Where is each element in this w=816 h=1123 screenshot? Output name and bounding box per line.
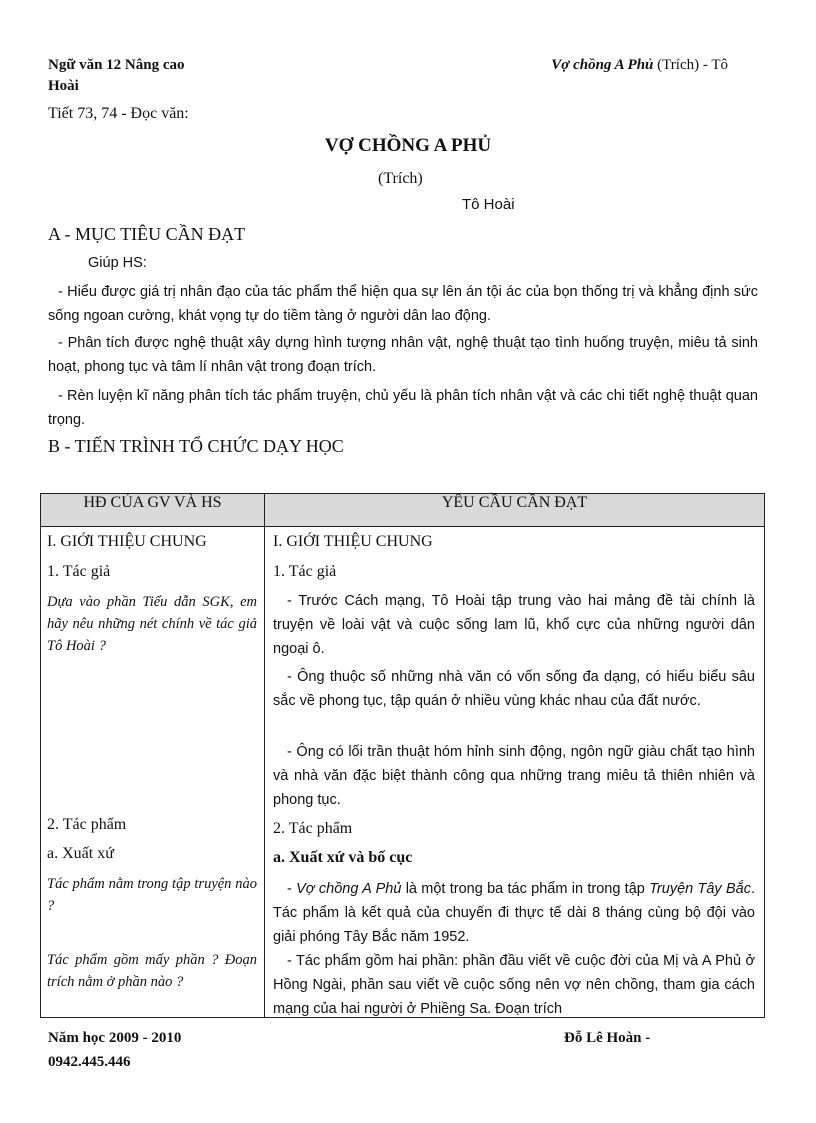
work-structure-point: - Tác phẩm gồm hai phần: phần đầu viết về cuộc đời của Mị và A Phủ ở Hồng Ngài, phần sau viết về cuộc sống nên vợ nên chồng, tham gia cách mạng của hai người ở Phiềng Sa. Đoạn trích (273, 953, 755, 1017)
column-header-requirements: YÊU CẦU CẦN ĐẠT (265, 494, 765, 527)
objective-2: - Phân tích được nghệ thuật xây dựng hình tượng nhân vật, nghệ thuật tạo tình huống truyện, miêu tả sinh hoạt, phong tục và tâm lí nhân vật trong đoạn trích. (48, 335, 758, 375)
lesson-subtitle: (Trích) (378, 170, 423, 187)
collection-title: Truyện Tây Bắc (649, 881, 751, 897)
column-header-activities: HĐ CỦA GV VÀ HS (41, 494, 265, 527)
right-author-heading: 1. Tác giả (273, 563, 337, 580)
objective-1: - Hiểu được giá trị nhân đạo của tác phẩm thể hiện qua sự lên án tội ác của bọn thống trị và khẳng định sức sống ngoan cường, khát vọng tự do tiềm tàng ở người dân lao động. (48, 284, 758, 324)
work-origin-mid: là một trong ba tác phẩm in trong tập (401, 881, 650, 897)
lesson-title: VỢ CHỒNG A PHỦ (324, 135, 492, 156)
work-origin-dash: - (287, 881, 297, 897)
author-point-2: - Ông thuộc số những nhà văn có vốn sống đa dạng, có hiểu biểu sâu sắc về phong tục, tập quán ở nhiều vùng khác nhau của đất nước. (273, 669, 755, 709)
header-subject: Ngữ văn 12 Nâng cao (48, 57, 185, 73)
left-work-heading: 2. Tác phẩm (47, 816, 127, 833)
section-b-heading: B - TIẾN TRÌNH TỔ CHỨC DẠY HỌC (48, 436, 344, 456)
footer-author: Đỗ Lê Hoàn - (564, 1030, 651, 1046)
work-origin-end: . Tác phẩm là kết quả của chuyến đi thực tế dài 8 tháng cùng bộ đội vào giải phóng Tây Bắc năm 1952. (273, 881, 755, 945)
requirements-cell (265, 527, 765, 1018)
header-work-rest: (Trích) - Tô (653, 57, 728, 73)
section-a-intro: Giúp HS: (88, 255, 147, 271)
work-title: Vợ chồng A Phủ (296, 881, 402, 897)
lesson-table (40, 493, 765, 1018)
work-origin-point (273, 877, 755, 949)
left-intro-heading: I. GIỚI THIỆU CHUNG (47, 533, 207, 550)
author-point-1: - Trước Cách mạng, Tô Hoài tập trung vào hai mảng đề tài chính là truyện về loài vật và cuộc sống lam lũ, khổ cực của những người dân ngoại ô. (273, 593, 755, 657)
objective-3: - Rèn luyện kĩ năng phân tích tác phẩm truyện, chủ yếu là phân tích nhân vật và các chi tiết nghệ thuật quan trọng. (48, 388, 758, 428)
right-work-heading: 2. Tác phẩm (273, 820, 353, 837)
table-header-row (41, 494, 765, 527)
table-body-row (41, 527, 765, 1018)
header-work (551, 57, 728, 74)
left-author-heading: 1. Tác giả (47, 563, 111, 580)
right-origin-heading: a. Xuất xứ và bố cục (273, 849, 413, 866)
question-author: Dựa vào phần Tiểu dẫn SGK, em hãy nêu những nét chính về tác giả Tô Hoài ? (47, 594, 257, 654)
section-a-heading: A - MỤC TIÊU CẦN ĐẠT (48, 224, 246, 244)
footer-phone: 0942.445.446 (48, 1054, 131, 1070)
right-intro-heading: I. GIỚI THIỆU CHUNG (273, 533, 433, 550)
lesson-period: Tiết 73, 74 - Đọc văn: (48, 105, 189, 122)
footer-school-year: Năm học 2009 - 2010 (48, 1030, 182, 1046)
left-origin-heading: a. Xuất xứ (47, 845, 114, 862)
author-point-3: - Ông có lối trần thuật hóm hỉnh sinh động, ngôn ngữ giàu chất tạo hình và nhà văn đặc biệt thành công qua những trang miêu tả thiên nhiên và phong tục. (273, 744, 755, 808)
question-structure: Tác phẩm gồm mấy phần ? Đoạn trích nằm ở phần nào ? (47, 952, 257, 990)
activities-cell (41, 527, 265, 1018)
header-work-title: Vợ chồng A Phủ (551, 57, 654, 73)
header-subject-cont: Hoài (48, 78, 79, 94)
question-collection: Tác phẩm nằm trong tập truyện nào ? (47, 876, 257, 914)
lesson-author: Tô Hoài (462, 196, 515, 213)
